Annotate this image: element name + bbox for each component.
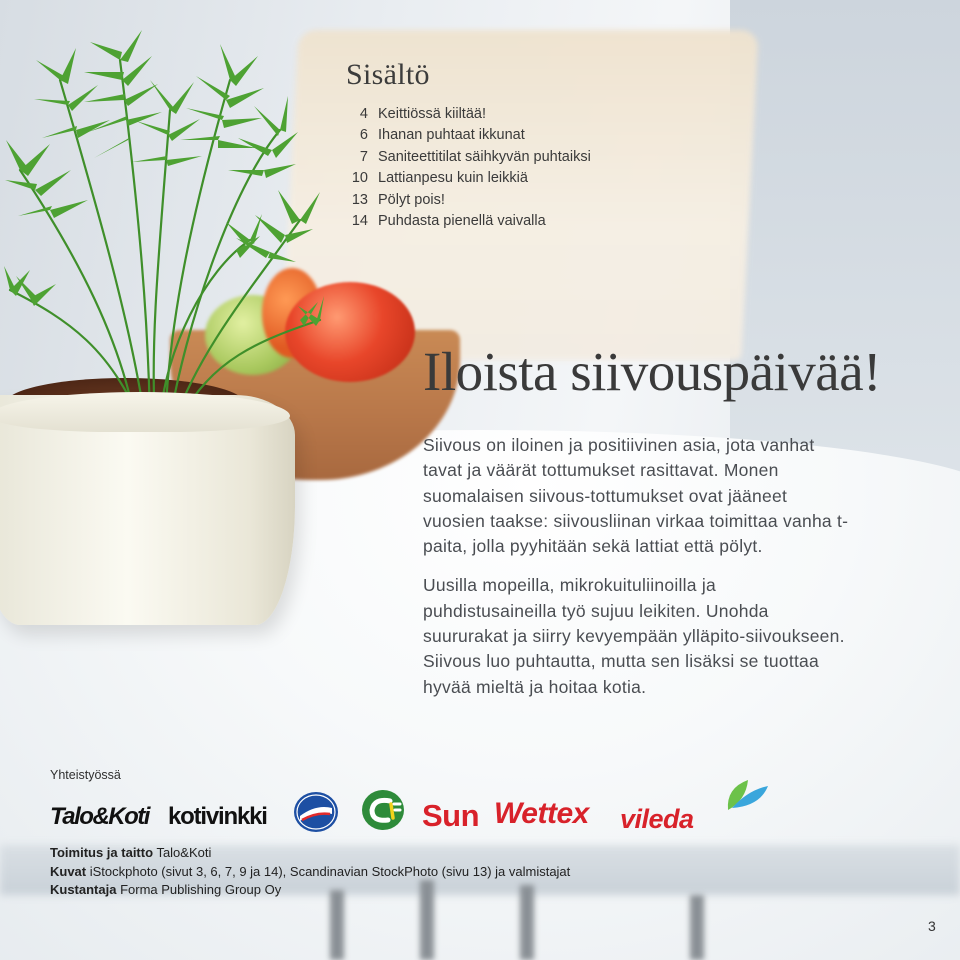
toc-page-number: 7 (359, 148, 368, 165)
toc-page-number: 6 (359, 127, 368, 144)
toc-item-label: Keittiössä kiiltää! (378, 106, 486, 122)
toc-item[interactable] (346, 147, 746, 168)
wettex-logo[interactable]: Wettex (494, 797, 589, 830)
toc-list (346, 104, 746, 232)
toc-item-label: Pölyt pois! (378, 191, 445, 208)
credit-photos (50, 863, 570, 882)
talokoti-logo[interactable]: Talo&Koti (50, 803, 149, 830)
credit-photos-value: iStockphoto (sivut 3, 6, 7, 9 ja 14), Scandinavian StockPhoto (sivu 13) ja valmistajat (89, 863, 571, 879)
toc-item[interactable] (346, 125, 746, 146)
credit-photos-label: Kuvat (50, 863, 87, 879)
toc-page-number: 13 (351, 191, 368, 208)
intro-paragraph-2: Uusilla mopeilla, mikrokuituliinoilla ja puhdistusaineilla työ sujuu leikiten. Unohda suururakat ja siirry kevyempään ylläpito-siivoukseen. Siivous luo puhtautta, mutta sen lisäksi se tuottaa hyvää mieltä ja hoitaa kotia. (423, 575, 845, 697)
intro-paragraph-1: Siivous on iloinen ja positiivinen asia, jota vanhat tavat ja väärät tottumukset rasittavat. Monen suomalaisen siivous-tottumukset ovat jääneet vuosien taakse: siivousliinan virkaa toimittaa vanha t-paita, jolla pyyhitään sekä lattiat että pölyt. (423, 435, 849, 557)
partner-logos (48, 780, 788, 840)
vileda-leaf-icon (724, 776, 770, 812)
vileda-logo[interactable]: vileda (620, 804, 694, 834)
cooperation-label: Yhteistyössä (50, 768, 121, 782)
toc-item-label: Saniteettitilat säihkyvän puhtaiksi (378, 148, 591, 165)
toc-item[interactable] (346, 104, 746, 125)
kotivinkki-logo[interactable]: kotivinkki (168, 803, 267, 830)
toc-page-number: 4 (359, 106, 368, 122)
cif-logo[interactable] (360, 788, 406, 832)
toc-item[interactable] (346, 168, 746, 189)
toc-item-label: Lattianpesu kuin leikkiä (378, 170, 528, 187)
credit-publisher-value: Forma Publishing Group Oy (120, 882, 282, 897)
chair-leg (690, 895, 704, 960)
credit-editing (50, 844, 570, 863)
page-number: 3 (928, 918, 936, 934)
toc-item[interactable] (346, 190, 746, 211)
toc-page-number: 14 (351, 213, 368, 230)
credits (50, 844, 570, 900)
intro-text (423, 433, 853, 700)
sun-logo[interactable]: Sun (422, 798, 480, 833)
credit-publisher (50, 881, 570, 900)
credit-editing-value: Talo&Koti (156, 845, 212, 860)
toc-item[interactable] (346, 211, 746, 232)
toc-page-number: 10 (351, 170, 368, 187)
domestos-logo[interactable] (292, 790, 340, 834)
credit-publisher-label: Kustantaja (50, 882, 117, 897)
page-headline: Iloista siivouspäivää! (423, 341, 881, 402)
table-of-contents (346, 58, 746, 232)
chair-leg (330, 890, 344, 960)
toc-item-label: Ihanan puhtaat ikkunat (378, 127, 525, 144)
toc-title: Sisältö (346, 58, 430, 91)
palm-plant (0, 20, 330, 440)
toc-item-label: Puhdasta pienellä vaivalla (378, 213, 546, 230)
credit-editing-label: Toimitus ja taitto (50, 845, 154, 860)
